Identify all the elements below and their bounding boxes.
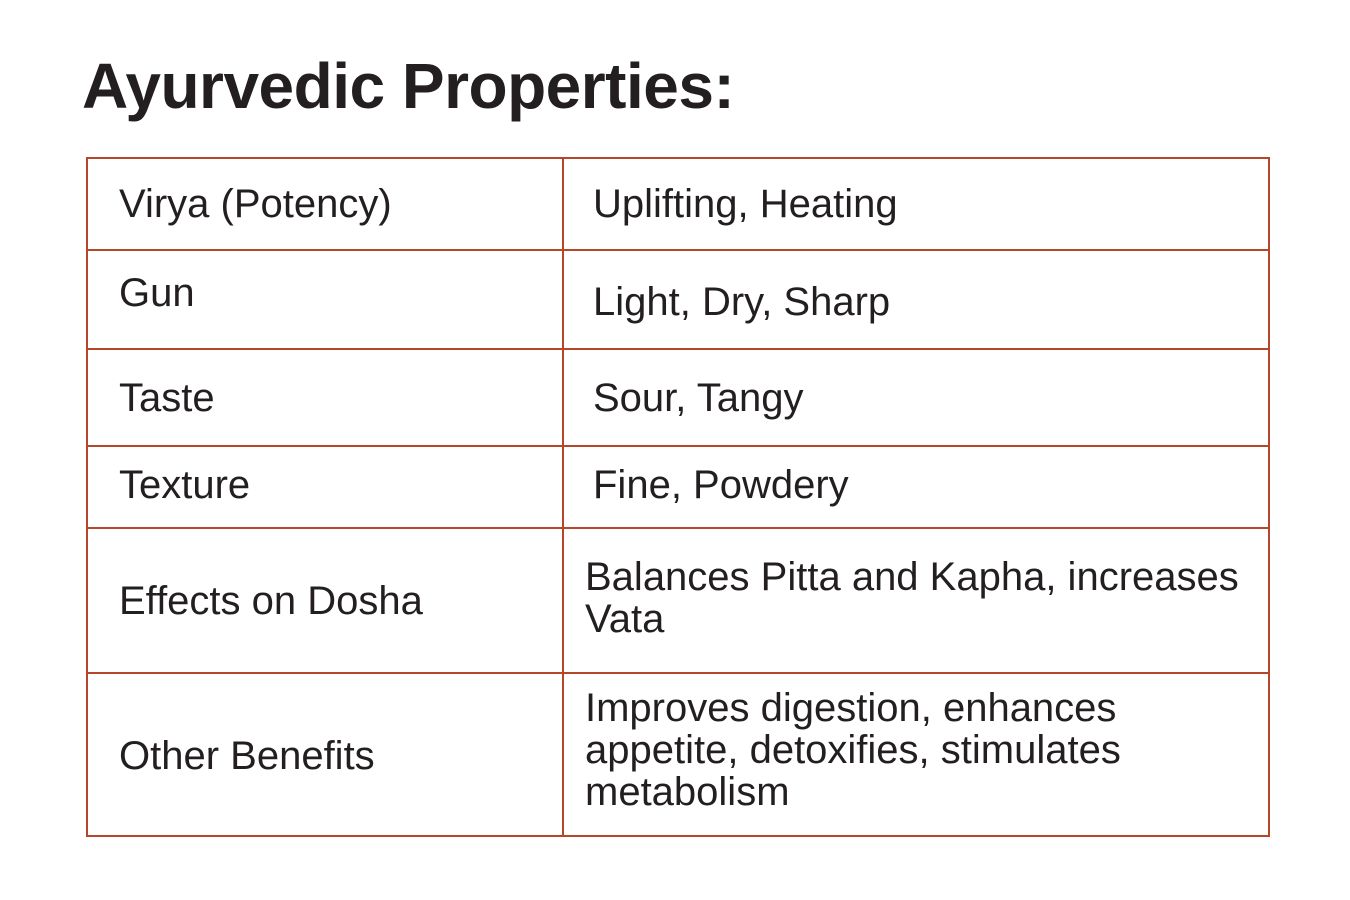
property-value: Improves digestion, enhances appetite, detoxifies, stimulates metabolism <box>563 673 1269 836</box>
property-value: Balances Pitta and Kapha, increases Vata <box>563 528 1269 673</box>
property-label: Effects on Dosha <box>87 528 563 673</box>
table-row <box>87 673 1269 836</box>
property-label: Gun <box>87 250 563 349</box>
property-value: Fine, Powdery <box>563 446 1269 528</box>
property-value: Sour, Tangy <box>563 349 1269 446</box>
properties-table <box>86 157 1270 837</box>
table-row <box>87 349 1269 446</box>
property-value: Uplifting, Heating <box>563 158 1269 250</box>
property-value: Light, Dry, Sharp <box>563 250 1269 349</box>
table-row <box>87 528 1269 673</box>
page-title: Ayurvedic Properties: <box>82 50 735 122</box>
property-label: Texture <box>87 446 563 528</box>
table-row <box>87 250 1269 349</box>
table-row <box>87 158 1269 250</box>
property-label: Taste <box>87 349 563 446</box>
table-row <box>87 446 1269 528</box>
property-label: Virya (Potency) <box>87 158 563 250</box>
property-label: Other Benefits <box>87 673 563 836</box>
